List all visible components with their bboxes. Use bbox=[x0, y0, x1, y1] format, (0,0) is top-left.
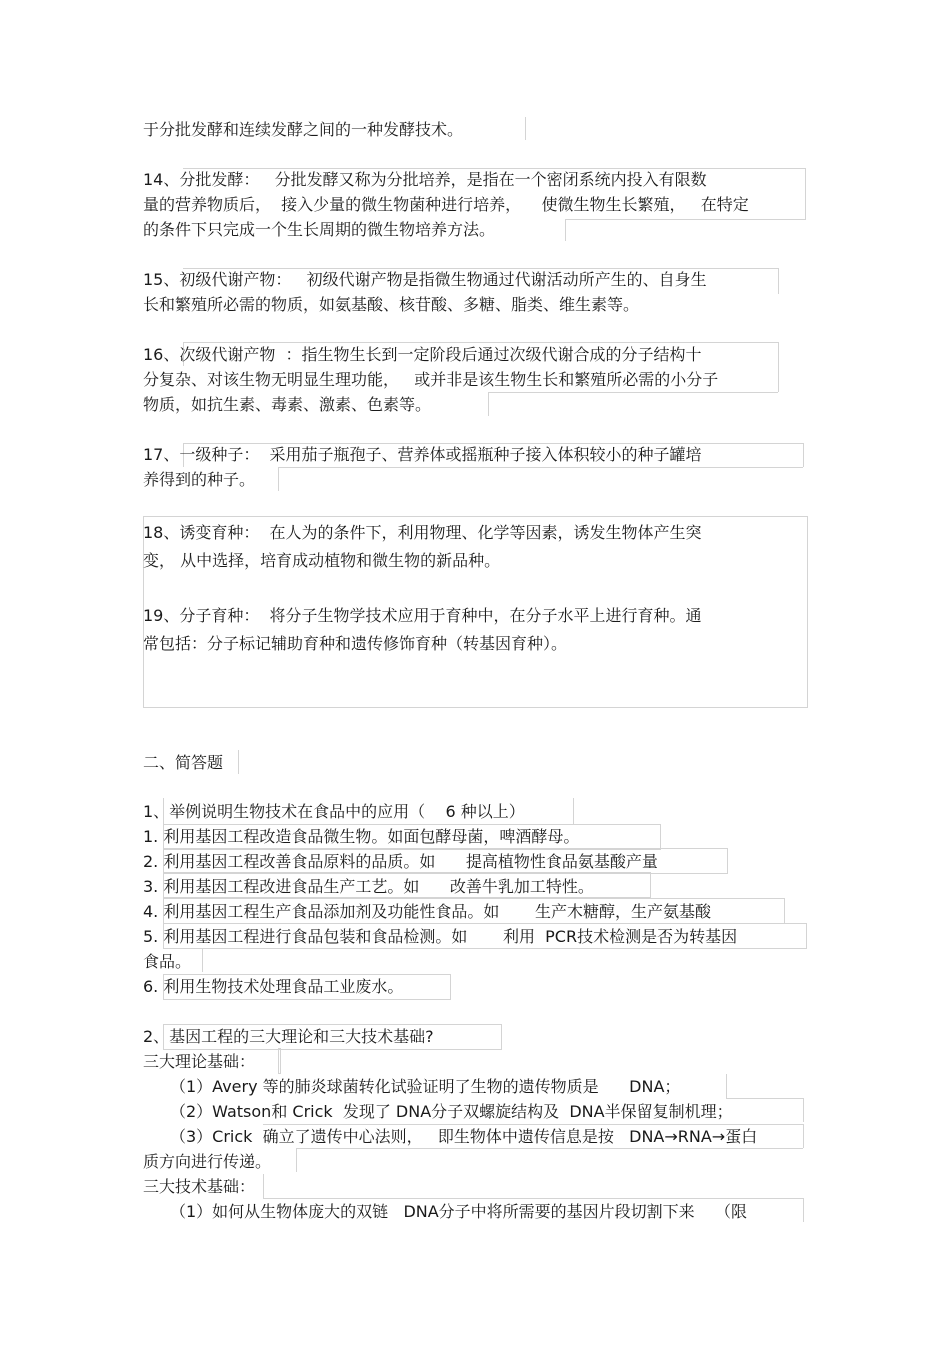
term-14-line-2: 量的营养物质后， 接入少量的微生物菌种进行培养， 使微生物生长繁殖， 在特定 bbox=[143, 195, 749, 214]
term-16-line-1: 16、次级代谢产物 ：指生物生长到一定阶段后通过次级代谢合成的分子结构十 bbox=[143, 345, 702, 364]
question-1-item-5: 5. 利用基因工程进行食品包装和食品检测。如 利用 PCR技术检测是否为转基因 bbox=[143, 927, 738, 946]
question-1-item-2: 2. 利用基因工程改善食品原料的品质。如 提高植物性食品氨基酸产量 bbox=[143, 852, 658, 871]
question-2-title: 2、基因工程的三大理论和三大技术基础? bbox=[143, 1027, 434, 1046]
question-1-item-6: 6. 利用生物技术处理食品工业废水。 bbox=[143, 977, 404, 996]
question-1-item-3: 3. 利用基因工程改进食品生产工艺。如 改善牛乳加工特性。 bbox=[143, 877, 594, 896]
term-17-line-2: 养得到的种子。 bbox=[143, 470, 256, 489]
term-16-line-3: 物质，如抗生素、毒素、激素、色素等。 bbox=[143, 395, 432, 414]
term-19-line-1: 19、分子育种： 将分子生物学技术应用于育种中，在分子水平上进行育种。通 bbox=[143, 606, 702, 625]
question-1-item-5-cont: 食品。 bbox=[143, 952, 192, 971]
question-1-title: 1、举例说明生物技术在食品中的应用（ 6 种以上） bbox=[143, 802, 525, 821]
tech-item-1: （1）如何从生物体庞大的双链 DNA分子中将所需要的基因片段切割下来 （限 bbox=[170, 1202, 748, 1221]
term-16-line-2: 分复杂、对该生物无明显生理功能， 或并非是该生物生长和繁殖所必需的小分子 bbox=[143, 370, 719, 389]
theory-heading: 三大理论基础： bbox=[143, 1052, 256, 1071]
section-2-title: 二、简答题 bbox=[143, 753, 224, 772]
theory-item-1: （1）Avery 等的肺炎球菌转化试验证明了生物的遗传物质是 DNA； bbox=[170, 1077, 681, 1096]
term-15-line-2: 长和繁殖所必需的物质，如氨基酸、核苷酸、多糖、脂类、维生素等。 bbox=[143, 295, 640, 314]
term-18-line-1: 18、诱变育种： 在人为的条件下，利用物理、化学等因素，诱发生物体产生突 bbox=[143, 523, 702, 542]
term-14-line-3: 的条件下只完成一个生长周期的微生物培养方法。 bbox=[143, 220, 496, 239]
question-1-item-1: 1. 利用基因工程改造食品微生物。如面包酵母菌，啤酒酵母。 bbox=[143, 827, 580, 846]
term-18-line-2: 变， 从中选择，培育成动植物和微生物的新品种。 bbox=[143, 551, 501, 570]
theory-item-3: （3）Crick 确立了遗传中心法则， 即生物体中遗传信息是按 DNA→RNA→蛋白 bbox=[170, 1127, 758, 1146]
tech-heading: 三大技术基础： bbox=[143, 1177, 256, 1196]
term-17-line-1: 17、一级种子： 采用茄子瓶孢子、营养体或摇瓶种子接入体积较小的种子罐培 bbox=[143, 445, 702, 464]
theory-item-2: （2）Watson和 Crick 发现了 DNA分子双螺旋结构及 DNA半保留复制机理； bbox=[170, 1102, 733, 1121]
intro-line-1: 于分批发酵和连续发酵之间的一种发酵技术。 bbox=[143, 120, 464, 139]
term-15-line-1: 15、初级代谢产物： 初级代谢产物是指微生物通过代谢活动所产生的、自身生 bbox=[143, 270, 707, 289]
term-14-line-1: 14、分批发酵： 分批发酵又称为分批培养，是指在一个密闭系统内投入有限数 bbox=[143, 170, 707, 189]
question-1-item-4: 4. 利用基因工程生产食品添加剂及功能性食品。如 生产木糖醇，生产氨基酸 bbox=[143, 902, 711, 921]
theory-item-3-cont: 质方向进行传递。 bbox=[143, 1152, 272, 1171]
term-19-line-2: 常包括：分子标记辅助育种和遗传修饰育种（转基因育种）。 bbox=[143, 634, 568, 653]
